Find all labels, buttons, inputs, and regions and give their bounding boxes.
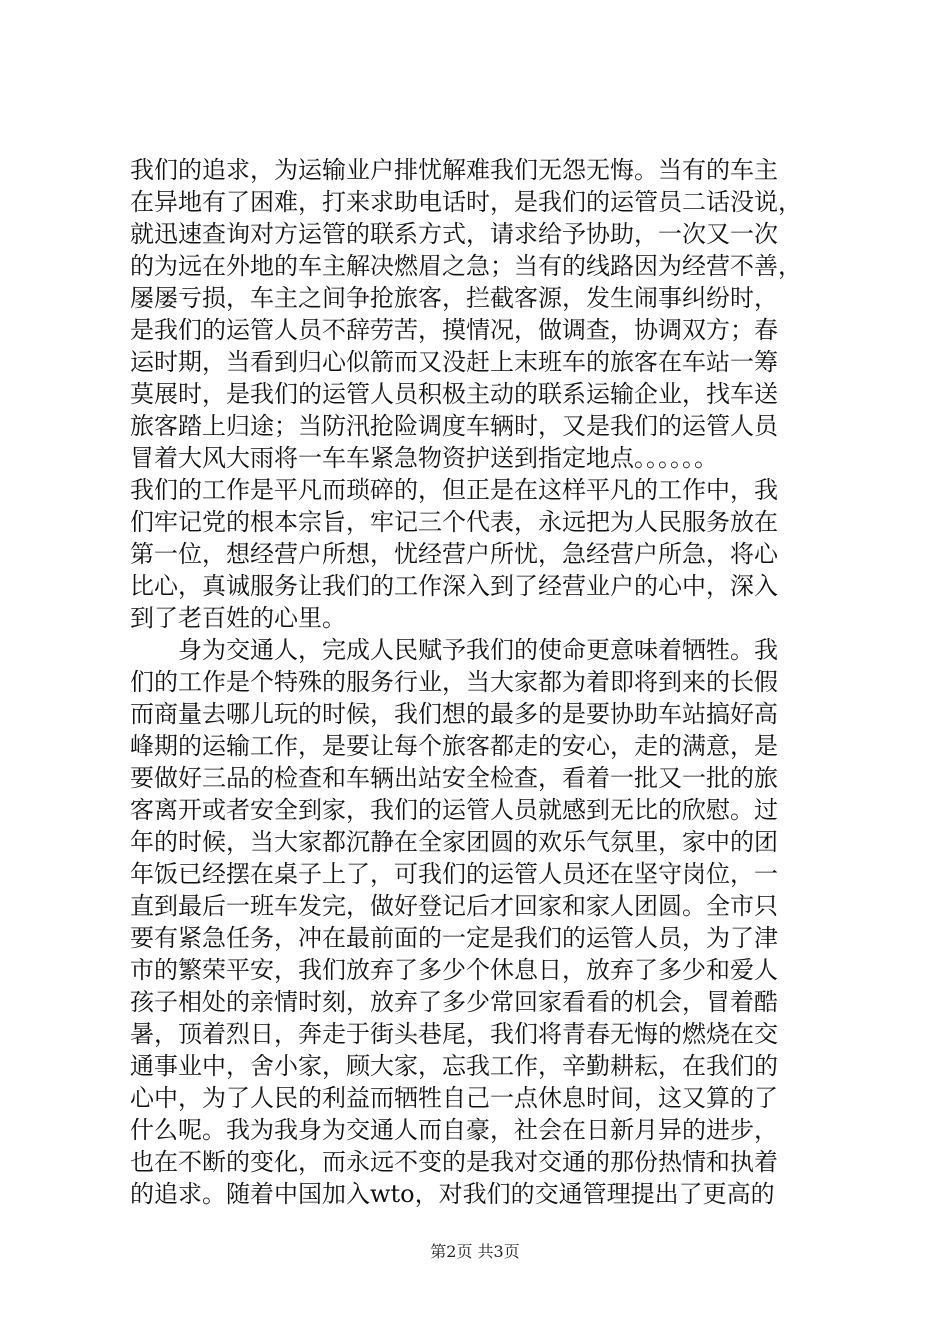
text-line: 莫展时，是我们的运管人员积极主动的联系运输企业，找车送	[130, 380, 778, 408]
text-line: 就迅速查询对方运管的联系方式，请求给予协助，一次又一次	[130, 220, 778, 248]
text-line: 年饭已经摆在桌子上了，可我们的运管人员还在坚守岗位，一	[130, 860, 778, 888]
text-line: 的追求。随着中国加入wto，对我们的交通管理提出了更高的	[130, 1180, 775, 1208]
text-line: 旅客踏上归途；当防汛抢险调度车辆时，又是我们的运管人员	[130, 412, 778, 440]
text-line: 身为交通人，完成人民赋予我们的使命更意味着牺牲。我	[130, 636, 778, 664]
page-footer: 第2页 共3页	[430, 1242, 520, 1261]
text-line: 我们的追求，为运输业户排忧解难我们无怨无悔。当有的车主	[130, 156, 778, 184]
text-line: 的为远在外地的车主解决燃眉之急；当有的线路因为经营不善，	[130, 252, 802, 280]
text-line: 运时期，当看到归心似箭而又没赶上末班车的旅客在车站一筹	[130, 348, 778, 376]
text-line: 市的繁荣平安，我们放弃了多少个休息日，放弃了多少和爱人	[130, 956, 778, 984]
text-line: 年的时候，当大家都沉静在全家团圆的欢乐气氛里，家中的团	[130, 828, 778, 856]
text-line: 峰期的运输工作，是要让每个旅客都走的安心，走的满意，是	[130, 732, 778, 760]
text-line: 直到最后一班车发完，做好登记后才回家和家人团圆。全市只	[130, 892, 778, 920]
text-line: 比心，真诚服务让我们的工作深入到了经营业户的心中，深入	[130, 572, 778, 600]
text-line: 我们的工作是平凡而琐碎的，但正是在这样平凡的工作中，我	[130, 476, 778, 504]
text-line: 在异地有了困难，打来求助电话时，是我们的运管员二话没说，	[130, 188, 802, 216]
text-line: 到了老百姓的心里。	[130, 604, 346, 632]
text-line: 要有紧急任务，冲在最前面的一定是我们的运管人员，为了津	[130, 924, 778, 952]
text-line: 第一位，想经营户所想，忧经营户所忧，急经营户所急，将心	[130, 540, 778, 568]
text-line: 们的工作是个特殊的服务行业，当大家都为着即将到来的长假	[130, 668, 778, 696]
text-line: 客离开或者安全到家，我们的运管人员就感到无比的欣慰。过	[130, 796, 778, 824]
text-line: 心中，为了人民的利益而牺牲自己一点休息时间，这又算的了	[130, 1084, 778, 1112]
text-line: 们牢记党的根本宗旨，牢记三个代表，永远把为人民服务放在	[130, 508, 778, 536]
text-line: 什么呢。我为我身为交通人而自豪，社会在日新月异的进步，	[130, 1116, 778, 1144]
text-line: 而商量去哪儿玩的时候，我们想的最多的是要协助车站搞好高	[130, 700, 778, 728]
text-line: 冒着大风大雨将一车车紧急物资护送到指定地点。。。。。。	[130, 444, 718, 472]
text-line: 通事业中，舍小家，顾大家，忘我工作，辛勤耕耘，在我们的	[130, 1052, 778, 1080]
text-line: 孩子相处的亲情时刻，放弃了多少常回家看看的机会，冒着酷	[130, 988, 778, 1016]
text-line: 暑，顶着烈日，奔走于街头巷尾，我们将青春无悔的燃烧在交	[130, 1020, 778, 1048]
body-text	[130, 154, 830, 1210]
text-line: 是我们的运管人员不辞劳苦，摸情况，做调查，协调双方；春	[130, 316, 778, 344]
text-line: 屡屡亏损，车主之间争抢旅客，拦截客源，发生闹事纠纷时，	[130, 284, 778, 312]
text-line: 要做好三品的检查和车辆出站安全检查，看着一批又一批的旅	[130, 764, 778, 792]
text-line: 也在不断的变化，而永远不变的是我对交通的那份热情和执着	[130, 1148, 778, 1176]
